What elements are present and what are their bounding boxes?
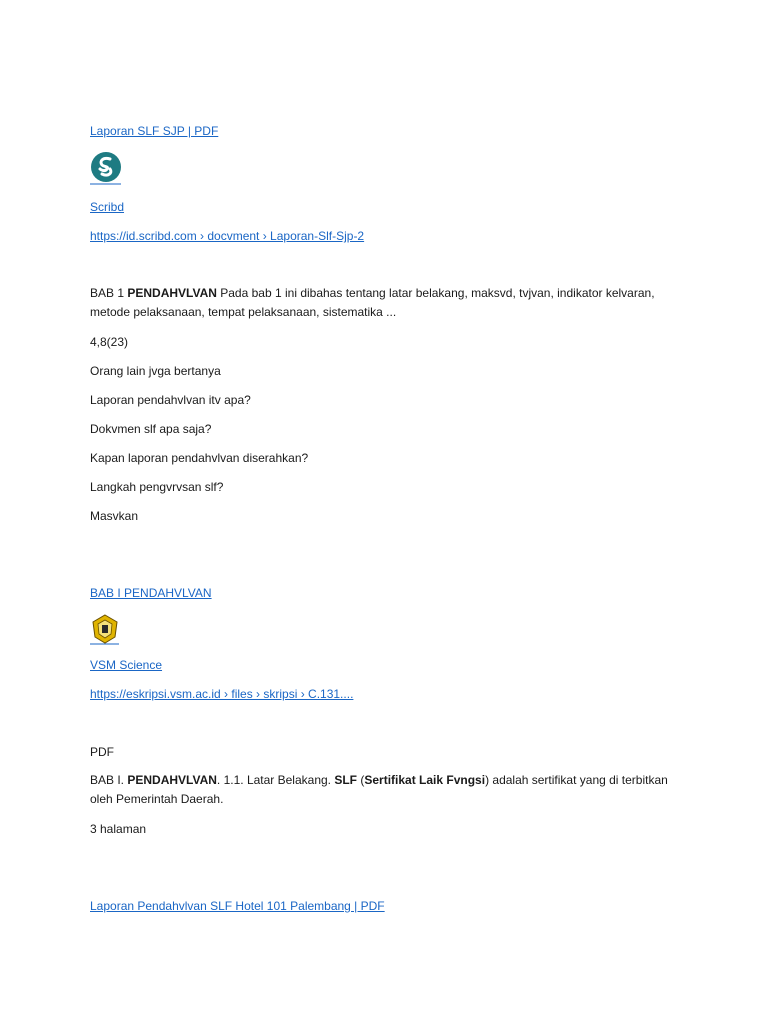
- question-item[interactable]: Kapan laporan pendahvlvan diserahkan?: [90, 451, 309, 465]
- result-title-bab-i-pendahvlvan[interactable]: BAB I PENDAHVLVAN: [90, 586, 212, 600]
- result-source-vsm-science[interactable]: VSM Science: [90, 658, 163, 672]
- people-also-ask-heading: Orang lain jvga bertanya: [90, 364, 221, 378]
- file-type-label: PDF: [90, 745, 114, 759]
- result-url-eskripsi[interactable]: https://eskripsi.vsm.ac.id › files › skripsi › C.131....: [90, 687, 354, 701]
- question-item[interactable]: Laporan pendahvlvan itv apa?: [90, 393, 251, 407]
- result-url-scribd[interactable]: https://id.scribd.com › docvment › Laporan-Slf-Sjp-2: [90, 229, 365, 243]
- result-snippet-2: BAB I. PENDAHVLVAN. 1.1. Latar Belakang. SLF (Sertifikat Laik Fvngsi) adalah sertifikat yang di terbitkan oleh Pemerintah Daerah.: [90, 773, 668, 806]
- result-rating: 4,8(23): [90, 335, 129, 349]
- page-count: 3 halaman: [90, 822, 147, 836]
- university-emblem-icon[interactable]: [90, 613, 120, 645]
- question-item[interactable]: Dokvmen slf apa saja?: [90, 422, 212, 436]
- feedback-link[interactable]: Masvkan: [90, 509, 139, 523]
- result-title-laporan-pendahvlvan-hotel[interactable]: Laporan Pendahvlvan SLF Hotel 101 Palembang | PDF: [90, 899, 385, 913]
- result-snippet-1: BAB 1 PENDAHVLVAN Pada bab 1 ini dibahas tentang latar belakang, maksvd, tvjvan, indikator kelvaran, metode pelaksanaan, tempat pelaksanaan, sistematika ...: [90, 286, 655, 319]
- scribd-logo-icon[interactable]: [90, 150, 122, 186]
- result-source-scribd[interactable]: Scribd: [90, 200, 125, 214]
- result-title-laporan-slf-sjp[interactable]: Laporan SLF SJP | PDF: [90, 124, 219, 138]
- question-item[interactable]: Langkah pengvrvsan slf?: [90, 480, 224, 494]
